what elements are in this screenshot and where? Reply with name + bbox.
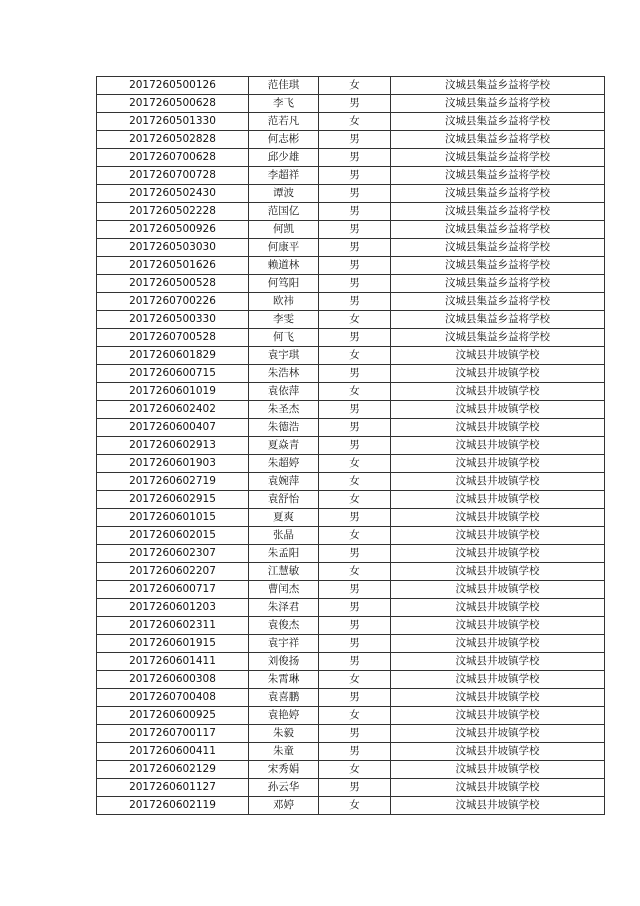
student-gender-cell: 男 [319, 743, 391, 761]
student-name-cell: 朱浩林 [249, 365, 319, 383]
student-name-cell: 朱德浩 [249, 419, 319, 437]
student-school-cell: 汶城县集益乡益将学校 [391, 329, 605, 347]
student-name-cell: 袁舒怡 [249, 491, 319, 509]
student-name-cell: 邱少雄 [249, 149, 319, 167]
student-school-cell: 汶城县井坡镇学校 [391, 383, 605, 401]
student-school-cell: 汶城县井坡镇学校 [391, 725, 605, 743]
student-name-cell: 曹闰杰 [249, 581, 319, 599]
student-school-cell: 汶城县井坡镇学校 [391, 635, 605, 653]
student-school-cell: 汶城县集益乡益将学校 [391, 275, 605, 293]
table-row [97, 185, 605, 203]
student-id-cell: 2017260503030 [97, 239, 249, 257]
student-gender-cell: 男 [319, 329, 391, 347]
student-school-cell: 汶城县井坡镇学校 [391, 761, 605, 779]
student-id-cell: 2017260602915 [97, 491, 249, 509]
student-name-cell: 范国亿 [249, 203, 319, 221]
student-gender-cell: 女 [319, 347, 391, 365]
student-name-cell: 江慧敏 [249, 563, 319, 581]
student-name-cell: 李超祥 [249, 167, 319, 185]
student-name-cell: 袁宇祥 [249, 635, 319, 653]
table-row [97, 347, 605, 365]
table-row [97, 797, 605, 815]
student-school-cell: 汶城县集益乡益将学校 [391, 77, 605, 95]
student-id-cell: 2017260600308 [97, 671, 249, 689]
table-row [97, 653, 605, 671]
table-row [97, 257, 605, 275]
student-gender-cell: 女 [319, 563, 391, 581]
table-row [97, 293, 605, 311]
student-gender-cell: 男 [319, 653, 391, 671]
student-gender-cell: 男 [319, 149, 391, 167]
student-id-cell: 2017260601903 [97, 455, 249, 473]
student-gender-cell: 男 [319, 545, 391, 563]
student-name-cell: 袁艳婷 [249, 707, 319, 725]
student-school-cell: 汶城县井坡镇学校 [391, 365, 605, 383]
table-row [97, 743, 605, 761]
student-name-cell: 李雯 [249, 311, 319, 329]
table-row [97, 761, 605, 779]
student-gender-cell: 女 [319, 473, 391, 491]
student-gender-cell: 男 [319, 203, 391, 221]
student-id-cell: 2017260601015 [97, 509, 249, 527]
student-name-cell: 邓婷 [249, 797, 319, 815]
student-school-cell: 汶城县井坡镇学校 [391, 347, 605, 365]
student-id-cell: 2017260602913 [97, 437, 249, 455]
student-school-cell: 汶城县集益乡益将学校 [391, 239, 605, 257]
student-id-cell: 2017260602311 [97, 617, 249, 635]
student-gender-cell: 男 [319, 95, 391, 113]
roster-body [97, 77, 605, 815]
student-gender-cell: 男 [319, 167, 391, 185]
student-name-cell: 朱童 [249, 743, 319, 761]
student-id-cell: 2017260700628 [97, 149, 249, 167]
student-id-cell: 2017260600925 [97, 707, 249, 725]
student-school-cell: 汶城县集益乡益将学校 [391, 257, 605, 275]
student-id-cell: 2017260501626 [97, 257, 249, 275]
table-row [97, 671, 605, 689]
student-gender-cell: 女 [319, 671, 391, 689]
student-gender-cell: 男 [319, 617, 391, 635]
student-roster-table [96, 76, 605, 815]
student-name-cell: 何志彬 [249, 131, 319, 149]
student-school-cell: 汶城县井坡镇学校 [391, 671, 605, 689]
table-row [97, 167, 605, 185]
student-id-cell: 2017260500628 [97, 95, 249, 113]
student-school-cell: 汶城县井坡镇学校 [391, 419, 605, 437]
student-school-cell: 汶城县集益乡益将学校 [391, 311, 605, 329]
student-school-cell: 汶城县集益乡益将学校 [391, 293, 605, 311]
table-row [97, 455, 605, 473]
student-name-cell: 夏爽 [249, 509, 319, 527]
student-name-cell: 何凯 [249, 221, 319, 239]
table-row [97, 401, 605, 419]
student-id-cell: 2017260602402 [97, 401, 249, 419]
table-row [97, 311, 605, 329]
student-id-cell: 2017260601019 [97, 383, 249, 401]
student-school-cell: 汶城县井坡镇学校 [391, 581, 605, 599]
student-id-cell: 2017260602015 [97, 527, 249, 545]
student-gender-cell: 男 [319, 779, 391, 797]
student-school-cell: 汶城县井坡镇学校 [391, 527, 605, 545]
student-gender-cell: 男 [319, 131, 391, 149]
student-name-cell: 袁婉萍 [249, 473, 319, 491]
student-gender-cell: 男 [319, 635, 391, 653]
student-gender-cell: 女 [319, 527, 391, 545]
table-row [97, 545, 605, 563]
student-name-cell: 范佳琪 [249, 77, 319, 95]
student-gender-cell: 男 [319, 509, 391, 527]
table-row [97, 383, 605, 401]
student-school-cell: 汶城县井坡镇学校 [391, 437, 605, 455]
student-name-cell: 朱圣杰 [249, 401, 319, 419]
student-gender-cell: 女 [319, 707, 391, 725]
student-id-cell: 2017260602119 [97, 797, 249, 815]
table-row [97, 599, 605, 617]
table-row [97, 563, 605, 581]
student-id-cell: 2017260500528 [97, 275, 249, 293]
student-gender-cell: 女 [319, 797, 391, 815]
table-row [97, 203, 605, 221]
student-school-cell: 汶城县集益乡益将学校 [391, 185, 605, 203]
student-name-cell: 何康平 [249, 239, 319, 257]
student-name-cell: 谭波 [249, 185, 319, 203]
student-gender-cell: 男 [319, 221, 391, 239]
student-name-cell: 袁喜鹏 [249, 689, 319, 707]
student-gender-cell: 女 [319, 311, 391, 329]
student-gender-cell: 男 [319, 725, 391, 743]
student-id-cell: 2017260601411 [97, 653, 249, 671]
table-row [97, 113, 605, 131]
student-school-cell: 汶城县井坡镇学校 [391, 545, 605, 563]
student-id-cell: 2017260600411 [97, 743, 249, 761]
student-name-cell: 张晶 [249, 527, 319, 545]
student-id-cell: 2017260501330 [97, 113, 249, 131]
student-id-cell: 2017260700728 [97, 167, 249, 185]
student-school-cell: 汶城县集益乡益将学校 [391, 221, 605, 239]
student-school-cell: 汶城县集益乡益将学校 [391, 167, 605, 185]
student-gender-cell: 男 [319, 257, 391, 275]
student-school-cell: 汶城县集益乡益将学校 [391, 95, 605, 113]
table-row [97, 509, 605, 527]
student-name-cell: 朱霄琳 [249, 671, 319, 689]
student-gender-cell: 女 [319, 77, 391, 95]
student-id-cell: 2017260602307 [97, 545, 249, 563]
student-school-cell: 汶城县集益乡益将学校 [391, 131, 605, 149]
student-id-cell: 2017260500330 [97, 311, 249, 329]
student-id-cell: 2017260601127 [97, 779, 249, 797]
student-name-cell: 欧祎 [249, 293, 319, 311]
student-gender-cell: 男 [319, 419, 391, 437]
student-name-cell: 赖道林 [249, 257, 319, 275]
student-id-cell: 2017260602719 [97, 473, 249, 491]
student-name-cell: 朱泽君 [249, 599, 319, 617]
student-school-cell: 汶城县井坡镇学校 [391, 779, 605, 797]
student-school-cell: 汶城县井坡镇学校 [391, 599, 605, 617]
table-row [97, 437, 605, 455]
student-id-cell: 2017260500926 [97, 221, 249, 239]
student-gender-cell: 男 [319, 599, 391, 617]
student-gender-cell: 女 [319, 383, 391, 401]
table-row [97, 725, 605, 743]
student-school-cell: 汶城县井坡镇学校 [391, 455, 605, 473]
student-school-cell: 汶城县井坡镇学校 [391, 743, 605, 761]
table-row [97, 779, 605, 797]
student-gender-cell: 男 [319, 581, 391, 599]
student-school-cell: 汶城县井坡镇学校 [391, 473, 605, 491]
student-id-cell: 2017260700528 [97, 329, 249, 347]
student-name-cell: 李飞 [249, 95, 319, 113]
student-school-cell: 汶城县井坡镇学校 [391, 563, 605, 581]
student-name-cell: 朱毅 [249, 725, 319, 743]
student-name-cell: 范若凡 [249, 113, 319, 131]
table-row [97, 617, 605, 635]
student-gender-cell: 女 [319, 491, 391, 509]
student-gender-cell: 男 [319, 689, 391, 707]
table-row [97, 581, 605, 599]
student-school-cell: 汶城县井坡镇学校 [391, 617, 605, 635]
student-id-cell: 2017260502228 [97, 203, 249, 221]
student-gender-cell: 男 [319, 185, 391, 203]
table-row [97, 275, 605, 293]
student-name-cell: 朱超婷 [249, 455, 319, 473]
student-name-cell: 袁依萍 [249, 383, 319, 401]
student-id-cell: 2017260600407 [97, 419, 249, 437]
table-row [97, 707, 605, 725]
student-school-cell: 汶城县集益乡益将学校 [391, 203, 605, 221]
student-name-cell: 刘俊扬 [249, 653, 319, 671]
student-id-cell: 2017260502430 [97, 185, 249, 203]
table-row [97, 149, 605, 167]
table-row [97, 527, 605, 545]
table-row [97, 419, 605, 437]
table-row [97, 77, 605, 95]
student-name-cell: 夏焱青 [249, 437, 319, 455]
table-row [97, 221, 605, 239]
table-row [97, 329, 605, 347]
table-row [97, 491, 605, 509]
student-gender-cell: 男 [319, 401, 391, 419]
student-school-cell: 汶城县井坡镇学校 [391, 509, 605, 527]
student-gender-cell: 男 [319, 293, 391, 311]
student-id-cell: 2017260601203 [97, 599, 249, 617]
student-school-cell: 汶城县井坡镇学校 [391, 653, 605, 671]
student-school-cell: 汶城县井坡镇学校 [391, 707, 605, 725]
table-row [97, 689, 605, 707]
student-gender-cell: 女 [319, 761, 391, 779]
table-row [97, 95, 605, 113]
student-id-cell: 2017260502828 [97, 131, 249, 149]
table-row [97, 365, 605, 383]
student-school-cell: 汶城县井坡镇学校 [391, 491, 605, 509]
student-id-cell: 2017260601915 [97, 635, 249, 653]
student-school-cell: 汶城县井坡镇学校 [391, 689, 605, 707]
student-school-cell: 汶城县集益乡益将学校 [391, 149, 605, 167]
student-name-cell: 宋秀娟 [249, 761, 319, 779]
student-school-cell: 汶城县集益乡益将学校 [391, 113, 605, 131]
table-row [97, 473, 605, 491]
student-id-cell: 2017260602129 [97, 761, 249, 779]
student-name-cell: 袁宇琪 [249, 347, 319, 365]
student-id-cell: 2017260700117 [97, 725, 249, 743]
student-name-cell: 何飞 [249, 329, 319, 347]
student-id-cell: 2017260700408 [97, 689, 249, 707]
student-name-cell: 何笃阳 [249, 275, 319, 293]
student-id-cell: 2017260700226 [97, 293, 249, 311]
student-id-cell: 2017260600717 [97, 581, 249, 599]
student-gender-cell: 女 [319, 455, 391, 473]
student-id-cell: 2017260601829 [97, 347, 249, 365]
student-name-cell: 袁俊杰 [249, 617, 319, 635]
student-id-cell: 2017260600715 [97, 365, 249, 383]
student-school-cell: 汶城县井坡镇学校 [391, 401, 605, 419]
student-gender-cell: 男 [319, 239, 391, 257]
student-name-cell: 孙云华 [249, 779, 319, 797]
table-row [97, 131, 605, 149]
student-gender-cell: 男 [319, 365, 391, 383]
student-gender-cell: 男 [319, 275, 391, 293]
student-id-cell: 2017260602207 [97, 563, 249, 581]
student-gender-cell: 女 [319, 113, 391, 131]
table-row [97, 239, 605, 257]
student-school-cell: 汶城县井坡镇学校 [391, 797, 605, 815]
student-id-cell: 2017260500126 [97, 77, 249, 95]
student-gender-cell: 男 [319, 437, 391, 455]
table-row [97, 635, 605, 653]
student-name-cell: 朱孟阳 [249, 545, 319, 563]
